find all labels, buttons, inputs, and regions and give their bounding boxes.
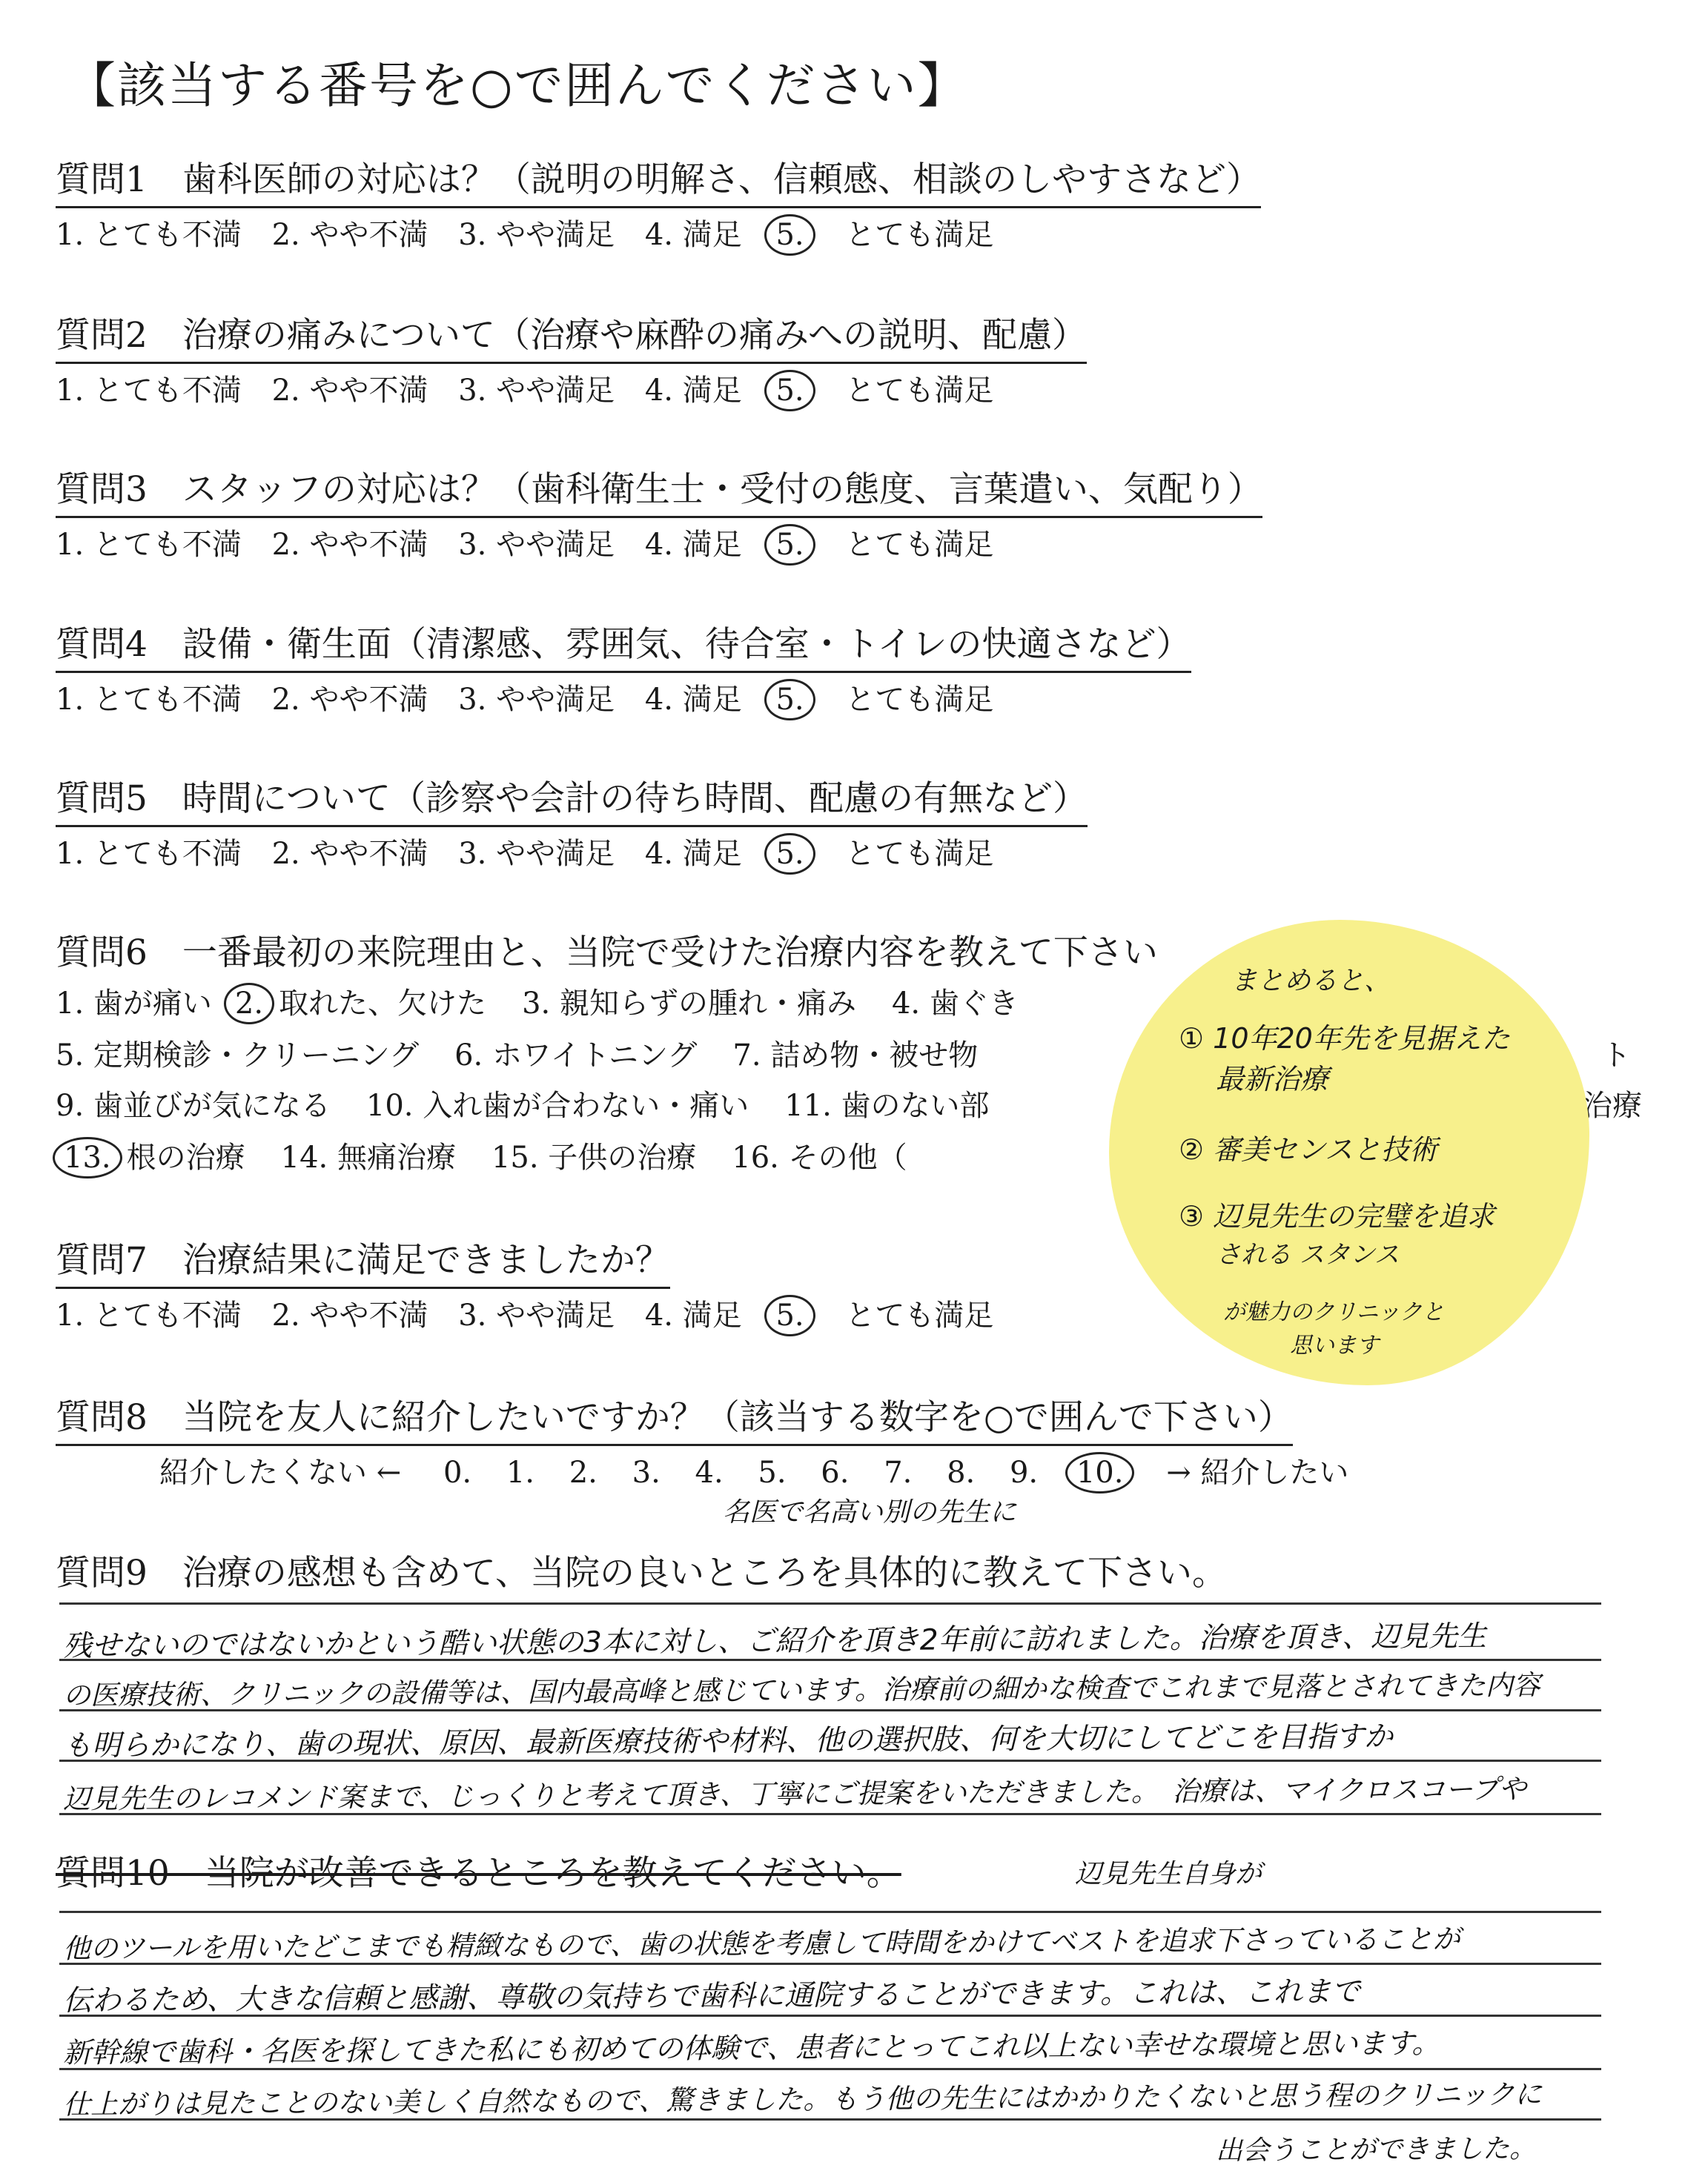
q6-option-10[interactable]: 10. 入れ歯が合わない・痛い [365, 1089, 749, 1123]
option-4[interactable]: 4. 満足 [644, 1299, 742, 1333]
option-5-label: とても満足 [845, 218, 994, 252]
selected-option-5[interactable]: 5. [764, 1295, 815, 1336]
q9-answer-line-2[interactable]: の医療技術、クリニックの設備等は、国内最高峰と感じています。治療前の細かな検査でこれまで見落とされてきた内容 [62, 1669, 1540, 1711]
q9-answer-line-4[interactable]: 辺見先生のレコメンド案まで、じっくりと考えて頂き、丁寧にご提案をいただきました。 治療は、マイクロスコープや [62, 1773, 1527, 1815]
question-10-struck: 質問10 当院が改善できるところを教えてください。 [56, 1853, 901, 1894]
option-1[interactable]: 1. とても不満 [56, 374, 242, 408]
scale-9[interactable]: 9. [1009, 1456, 1039, 1490]
scale-selected-10[interactable]: 10. [1065, 1452, 1135, 1494]
q6-option-9[interactable]: 9. 歯並びが気になる [56, 1089, 331, 1123]
sticky-note [1119, 930, 1579, 1375]
option-2[interactable]: 2. やや不満 [271, 837, 428, 871]
rating-options-q1 [56, 211, 1014, 256]
q6-row-4 [56, 1134, 907, 1179]
scale-3[interactable]: 3. [632, 1456, 661, 1490]
ruled-line [59, 1709, 1601, 1711]
ruled-line [59, 1760, 1601, 1762]
question-5: 質問5 時間について（診察や会計の待ち時間、配慮の有無など） [56, 771, 1088, 827]
note-footer-2: 思います [1290, 1333, 1379, 1359]
continuation-line-1[interactable]: 他のツールを用いたどこまでも精緻なもので、歯の状態を考慮して時間をかけてベストを追求下さっていることが [62, 1923, 1460, 1965]
q6-option-16[interactable]: 16. その他（ [732, 1141, 907, 1175]
referral-scale [159, 1449, 1374, 1494]
option-5-label: とても満足 [845, 1299, 994, 1333]
rating-options-q7 [56, 1292, 1014, 1336]
q6-option-6[interactable]: 6. ホワイトニング [454, 1038, 698, 1073]
selected-option-5[interactable]: 5. [764, 214, 815, 256]
option-5-label: とても満足 [845, 837, 994, 871]
option-4[interactable]: 4. 満足 [644, 218, 742, 252]
continuation-line-4[interactable]: 仕上がりは見たことのない美しく自然なもので、驚きました。もう他の先生にはかかりたくないと思う程のクリニックに [62, 2078, 1543, 2121]
continuation-line-3[interactable]: 新幹線で歯科・名医を探してきた私にも初めての体験で、患者にとってこれ以上ない幸せな環境と思います。 [62, 2026, 1440, 2069]
option-5-label: とても満足 [845, 528, 994, 562]
scale-1[interactable]: 1. [506, 1456, 535, 1490]
option-5-label: とても満足 [845, 374, 994, 408]
option-4[interactable]: 4. 満足 [644, 374, 742, 408]
q6-selected-option-2[interactable]: 2. [224, 983, 274, 1024]
ruled-line [59, 1963, 1601, 1965]
question-7: 質問7 治療結果に満足できましたか？ [56, 1233, 670, 1289]
option-1[interactable]: 1. とても不満 [56, 683, 242, 717]
ruled-line [59, 2015, 1601, 2017]
rating-options-q4 [56, 676, 1014, 720]
scale-4[interactable]: 4. [695, 1456, 724, 1490]
option-1[interactable]: 1. とても不満 [56, 528, 242, 562]
q6-row-3-tail: 治療 [1583, 1089, 1642, 1123]
option-1[interactable]: 1. とても不満 [56, 837, 242, 871]
q6-option-2-label: 取れた、欠けた [279, 987, 487, 1021]
ruled-line [59, 1813, 1601, 1815]
q6-row-2-tail: ト [1601, 1038, 1631, 1073]
rating-options-q3 [56, 521, 1014, 566]
q6-option-3[interactable]: 3. 親知らずの腫れ・痛み [522, 987, 856, 1021]
option-1[interactable]: 1. とても不満 [56, 1299, 242, 1333]
note-item-1a: ① 10年20年先を見据えた [1179, 1022, 1510, 1055]
note-footer-1: が魅力のクリニックと [1223, 1299, 1445, 1325]
q9-handwritten-annotation: 名医で名高い別の先生に [723, 1497, 1017, 1528]
page-title: 【該当する番号を○で囲んでください】 [67, 57, 968, 114]
option-4[interactable]: 4. 満足 [644, 683, 742, 717]
question-6: 質問6 一番最初の来院理由と、当院で受けた治療内容を教えて下さい [56, 932, 1158, 973]
question-8: 質問8 当院を友人に紹介したいですか？（該当する数字を○で囲んで下さい） [56, 1390, 1293, 1446]
option-3[interactable]: 3. やや満足 [458, 528, 615, 562]
note-item-3b: される スタンス [1216, 1240, 1400, 1270]
option-2[interactable]: 2. やや不満 [271, 528, 428, 562]
q6-row-1 [56, 980, 1019, 1024]
option-2[interactable]: 2. やや不満 [271, 1299, 428, 1333]
q6-row-3 [56, 1082, 990, 1124]
q6-selected-option-13[interactable]: 13. [53, 1137, 122, 1179]
rating-options-q5 [56, 830, 1014, 875]
option-3[interactable]: 3. やや満足 [458, 683, 615, 717]
question-1: 質問1 歯科医師の対応は？（説明の明解さ、信頼感、相談のしやすさなど） [56, 152, 1261, 208]
q6-option-14[interactable]: 14. 無痛治療 [280, 1141, 456, 1175]
option-3[interactable]: 3. やや満足 [458, 218, 615, 252]
q10-handwritten-annotation: 辺見先生自身が [1075, 1859, 1262, 1889]
option-1[interactable]: 1. とても不満 [56, 218, 242, 252]
scale-7[interactable]: 7. [884, 1456, 913, 1490]
note-item-2: ② 審美センスと技術 [1179, 1133, 1438, 1166]
q9-answer-line-1[interactable]: 残せないのではないかという酷い状態の3本に対し、ご紹介を頂き2年前に訪れました。治療を頂き、辺見先生 [62, 1620, 1487, 1663]
q6-option-13-label: 根の治療 [126, 1141, 245, 1175]
option-3[interactable]: 3. やや満足 [458, 1299, 615, 1333]
scale-left-label: 紹介したくない ← [159, 1456, 402, 1490]
scale-8[interactable]: 8. [947, 1456, 976, 1490]
question-3: 質問3 スタッフの対応は？（歯科衛生士・受付の態度、言葉遣い、気配り） [56, 462, 1262, 518]
scale-6[interactable]: 6. [821, 1456, 850, 1490]
question-9: 質問9 治療の感想も含めて、当院の良いところを具体的に教えて下さい。 [56, 1553, 1227, 1594]
ruled-line [59, 1602, 1601, 1605]
scale-2[interactable]: 2. [569, 1456, 598, 1490]
scale-5[interactable]: 5. [758, 1456, 787, 1490]
selected-option-5[interactable]: 5. [764, 679, 815, 720]
option-2[interactable]: 2. やや不満 [271, 683, 428, 717]
rating-options-q2 [56, 367, 1014, 411]
scale-right-label: → 紹介したい [1166, 1456, 1349, 1490]
option-4[interactable]: 4. 満足 [644, 528, 742, 562]
option-5-label: とても満足 [845, 683, 994, 717]
q9-answer-line-3[interactable]: も明らかになり、歯の現状、原因、最新医療技術や材料、他の選択肢、何を大切にしてどこを目指すか [62, 1720, 1394, 1763]
selected-option-5[interactable]: 5. [764, 370, 815, 411]
q6-option-11[interactable]: 11. 歯のない部 [784, 1089, 990, 1123]
continuation-line-5[interactable]: 出会うことができました。 [1215, 2133, 1537, 2167]
ruled-line [59, 1659, 1601, 1661]
q6-option-7[interactable]: 7. 詰め物・被せ物 [732, 1038, 979, 1073]
q6-option-15[interactable]: 15. 子供の治療 [491, 1141, 697, 1175]
q6-row-2 [56, 1032, 978, 1074]
note-item-3a: ③ 辺見先生の完璧を追求 [1179, 1200, 1495, 1233]
question-2: 質問2 治療の痛みについて（治療や麻酔の痛みへの説明、配慮） [56, 308, 1087, 364]
option-2[interactable]: 2. やや不満 [271, 218, 428, 252]
option-2[interactable]: 2. やや不満 [271, 374, 428, 408]
q6-option-4[interactable]: 4. 歯ぐき [891, 987, 1019, 1021]
scale-0[interactable]: 0. [443, 1456, 472, 1490]
ruled-line [59, 2118, 1601, 2121]
selected-option-5[interactable]: 5. [764, 833, 815, 875]
note-heading: まとめると、 [1231, 966, 1391, 996]
q6-option-1[interactable]: 1. 歯が痛い [56, 987, 212, 1021]
continuation-line-2[interactable]: 伝わるため、大きな信頼と感謝、尊敬の気持ちで歯科に通院することができます。これは、これまで [62, 1975, 1361, 2018]
selected-option-5[interactable]: 5. [764, 524, 815, 566]
option-3[interactable]: 3. やや満足 [458, 837, 615, 871]
ruled-line [59, 1911, 1601, 1913]
q6-option-5[interactable]: 5. 定期検診・クリーニング [56, 1038, 420, 1073]
option-3[interactable]: 3. やや満足 [458, 374, 615, 408]
option-4[interactable]: 4. 満足 [644, 837, 742, 871]
note-item-1b: 最新治療 [1216, 1063, 1329, 1095]
ruled-line [59, 2068, 1601, 2070]
question-4: 質問4 設備・衛生面（清潔感、雰囲気、待合室・トイレの快適さなど） [56, 617, 1191, 673]
